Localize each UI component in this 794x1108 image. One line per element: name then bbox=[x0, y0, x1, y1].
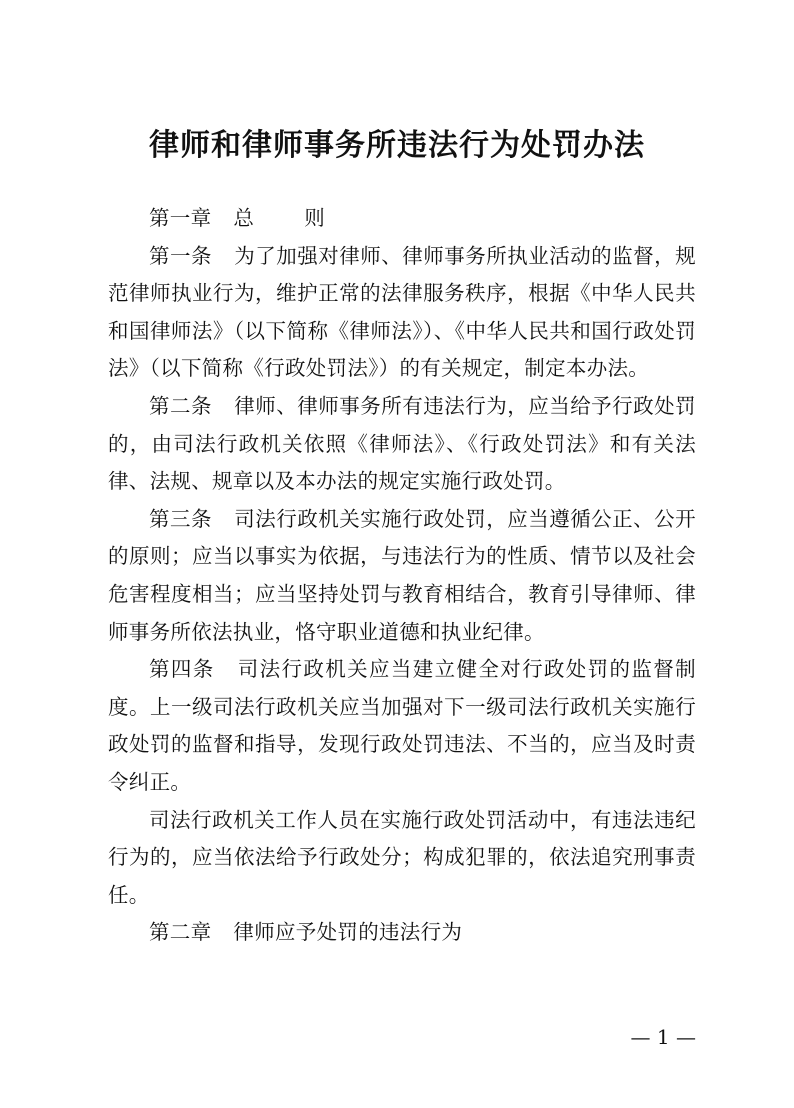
chapter-1-heading bbox=[108, 200, 696, 238]
page-number: — 1 — bbox=[630, 1025, 696, 1049]
chapter-2-heading bbox=[108, 914, 696, 952]
article-2 bbox=[108, 388, 696, 501]
chapter-1-name-second: 则 bbox=[304, 206, 326, 230]
article-1-label: 第一条 bbox=[149, 243, 212, 268]
article-4-label: 第四条 bbox=[149, 657, 215, 682]
article-1-text: 为了加强对律师、律师事务所执业活动的监督，规范律师执业行为，维护正常的法律服务秩序，根据《中华人民共和国律师法》（以下简称《律师法》）、《中华人民共和国行政处罚法》（以下简称《行政处罚法》）的有关规定，制定本办法。 bbox=[108, 243, 696, 381]
article-4-text: 司法行政机关应当建立健全对行政处罚的监督制度。上一级司法行政机关应当加强对下一级司法行政机关实施行政处罚的监督和指导，发现行政处罚违法、不当的，应当及时责令纠正。 bbox=[108, 657, 696, 794]
article-3-label: 第三条 bbox=[149, 506, 212, 531]
article-4-paragraph-2: 司法行政机关工作人员在实施行政处罚活动中，有违法违纪行为的，应当依法给予行政处分；构成犯罪的，依法追究刑事责任。 bbox=[108, 807, 696, 907]
chapter-1-label: 第一章 bbox=[149, 206, 212, 230]
chapter-2-name: 律师应予处罚的违法行为 bbox=[233, 920, 463, 945]
article-3 bbox=[108, 501, 696, 651]
article-3-text: 司法行政机关实施行政处罚，应当遵循公正、公开的原则；应当以事实为依据，与违法行为的性质、情节以及社会危害程度相当；应当坚持处罚与教育相结合，教育引导律师、律师事务所依法执业，恪守职业道德和执业纪律。 bbox=[108, 506, 696, 644]
chapter-2-label: 第二章 bbox=[149, 920, 212, 945]
article-2-label: 第二条 bbox=[149, 393, 212, 418]
article-4 bbox=[108, 651, 696, 801]
document-body bbox=[108, 200, 696, 952]
article-1 bbox=[108, 238, 696, 388]
chapter-1-name-first: 总 bbox=[233, 206, 255, 230]
document-title: 律师和律师事务所违法行为处罚办法 bbox=[149, 128, 645, 163]
article-2-text: 律师、律师事务所有违法行为，应当给予行政处罚的，由司法行政机关依照《律师法》、《行政处罚法》和有关法律、法规、规章以及本办法的规定实施行政处罚。 bbox=[108, 393, 696, 494]
